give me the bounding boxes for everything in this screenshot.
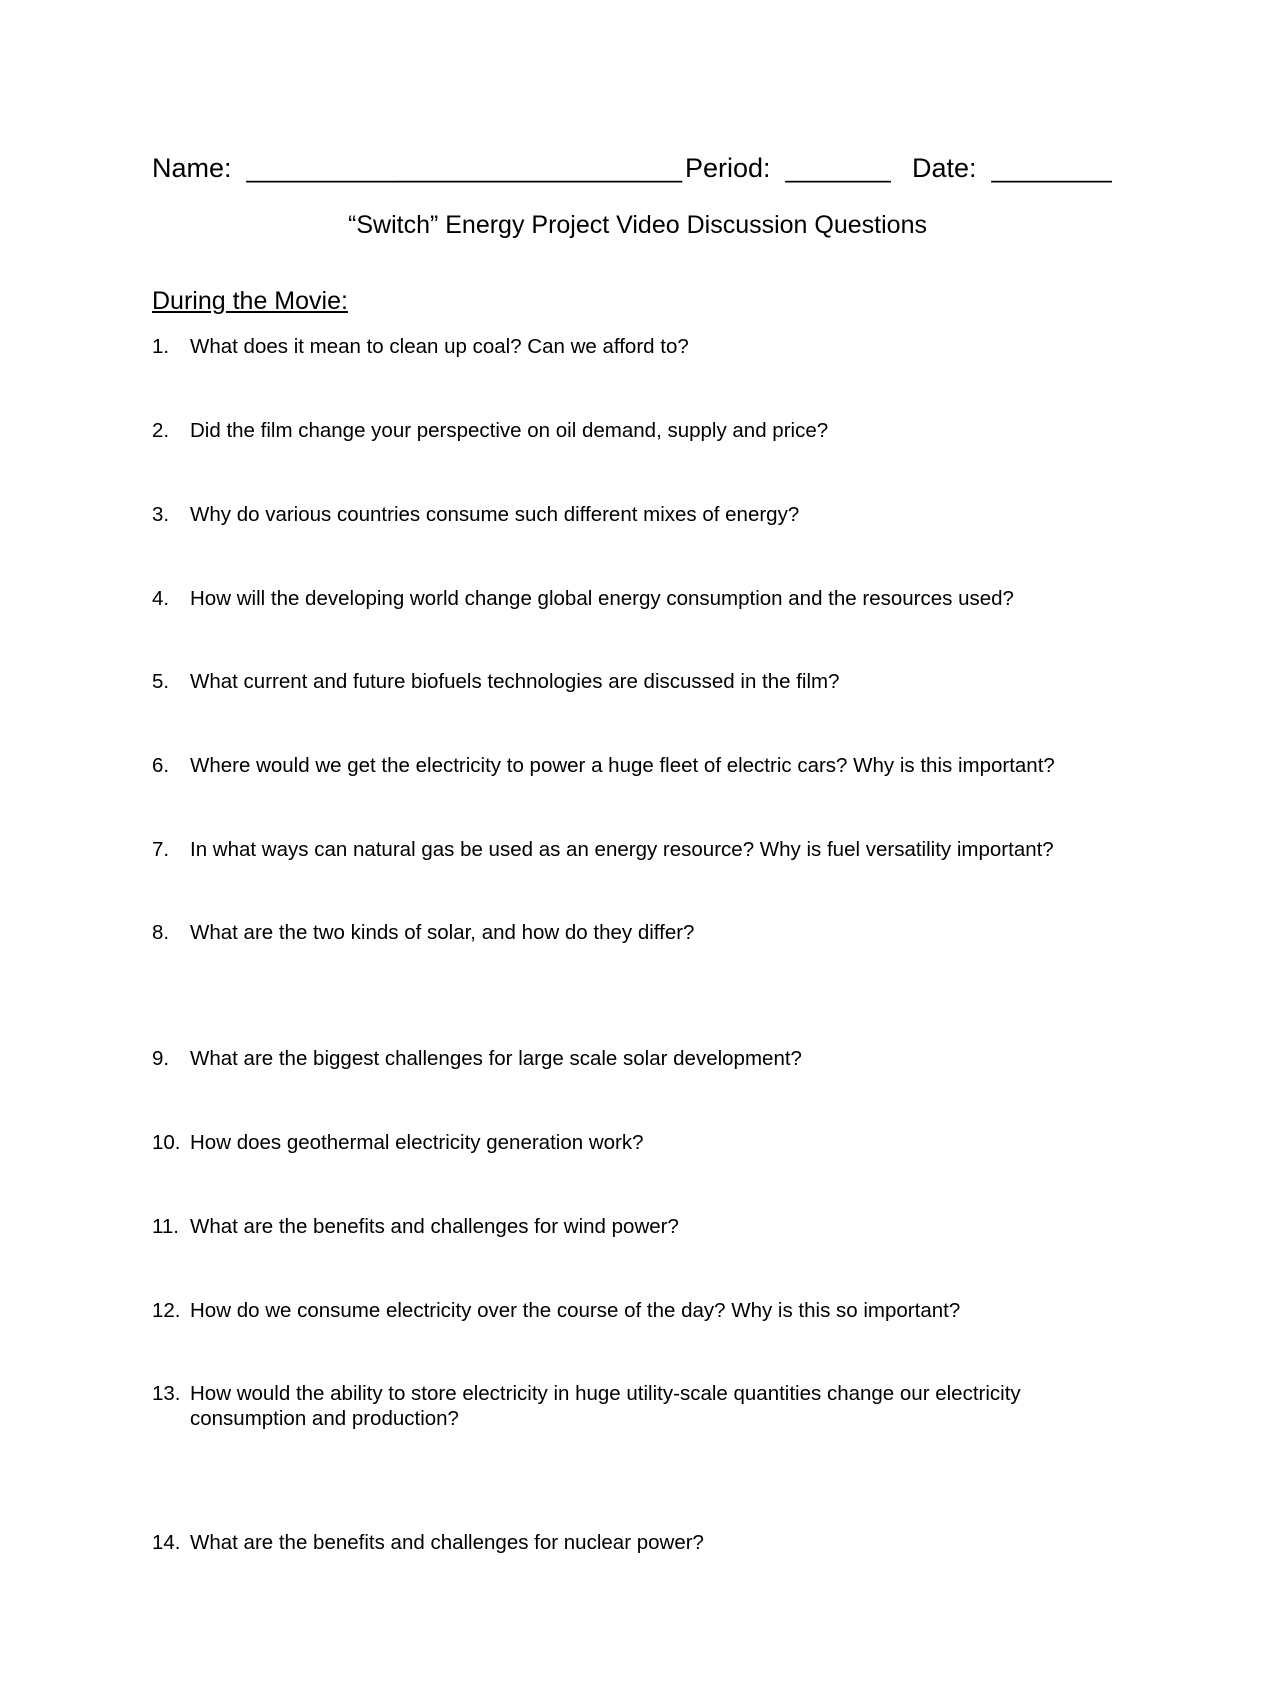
question-number: 4. [152,587,170,610]
question-text: In what ways can natural gas be used as an energy resource? Why is fuel versatility important? [190,838,1054,861]
question-item [152,1530,1112,1555]
question-item [152,586,1112,611]
question-number: 9. [152,1047,170,1070]
question-number: 13. [152,1382,181,1405]
question-number: 5. [152,670,170,693]
question-item [152,418,1112,443]
question-text: What current and future biofuels technologies are discussed in the film? [190,670,840,693]
question-number: 10. [152,1131,181,1154]
question-item [152,1381,1112,1431]
question-item [152,502,1112,527]
question-number: 2. [152,419,170,442]
question-text: How will the developing world change global energy consumption and the resources used? [190,587,1014,610]
date-field[interactable]: Date: ________ [912,153,1112,183]
question-text: Where would we get the electricity to power a huge fleet of electric cars? Why is this important? [190,754,1055,777]
question-text: How does geothermal electricity generation work? [190,1131,644,1154]
question-number: 12. [152,1299,181,1322]
question-text: Did the film change your perspective on oil demand, supply and price? [190,419,829,442]
question-item [152,1214,1112,1239]
question-item [152,334,1112,359]
question-number: 3. [152,503,170,526]
question-text: What does it mean to clean up coal? Can we afford to? [190,335,689,358]
question-text: What are the benefits and challenges for wind power? [190,1215,679,1238]
name-field[interactable]: Name: _____________________________ [152,153,682,183]
question-number: 8. [152,921,170,944]
question-number: 7. [152,838,170,861]
period-field[interactable]: Period: _______ [685,153,891,183]
question-number: 11. [152,1215,179,1238]
question-number: 1. [152,335,170,358]
question-number: 14. [152,1531,181,1554]
question-text: What are the two kinds of solar, and how do they differ? [190,921,695,944]
section-heading: During the Movie: [152,287,348,315]
question-text: Why do various countries consume such different mixes of energy? [190,503,800,526]
question-text: How do we consume electricity over the course of the day? Why is this so important? [190,1299,961,1322]
question-number: 6. [152,754,170,777]
question-text: How would the ability to store electricity in huge utility-scale quantities change our electricity consumption and production? [190,1382,1021,1430]
question-item [152,1298,1112,1323]
question-text: What are the benefits and challenges for nuclear power? [190,1531,704,1554]
question-item [152,669,1112,694]
question-item [152,920,1112,945]
question-item [152,837,1112,862]
question-item [152,753,1112,778]
worksheet-title: “Switch” Energy Project Video Discussion Questions [348,211,927,239]
question-text: What are the biggest challenges for large scale solar development? [190,1047,802,1070]
question-item [152,1046,1112,1071]
question-item [152,1130,1112,1155]
